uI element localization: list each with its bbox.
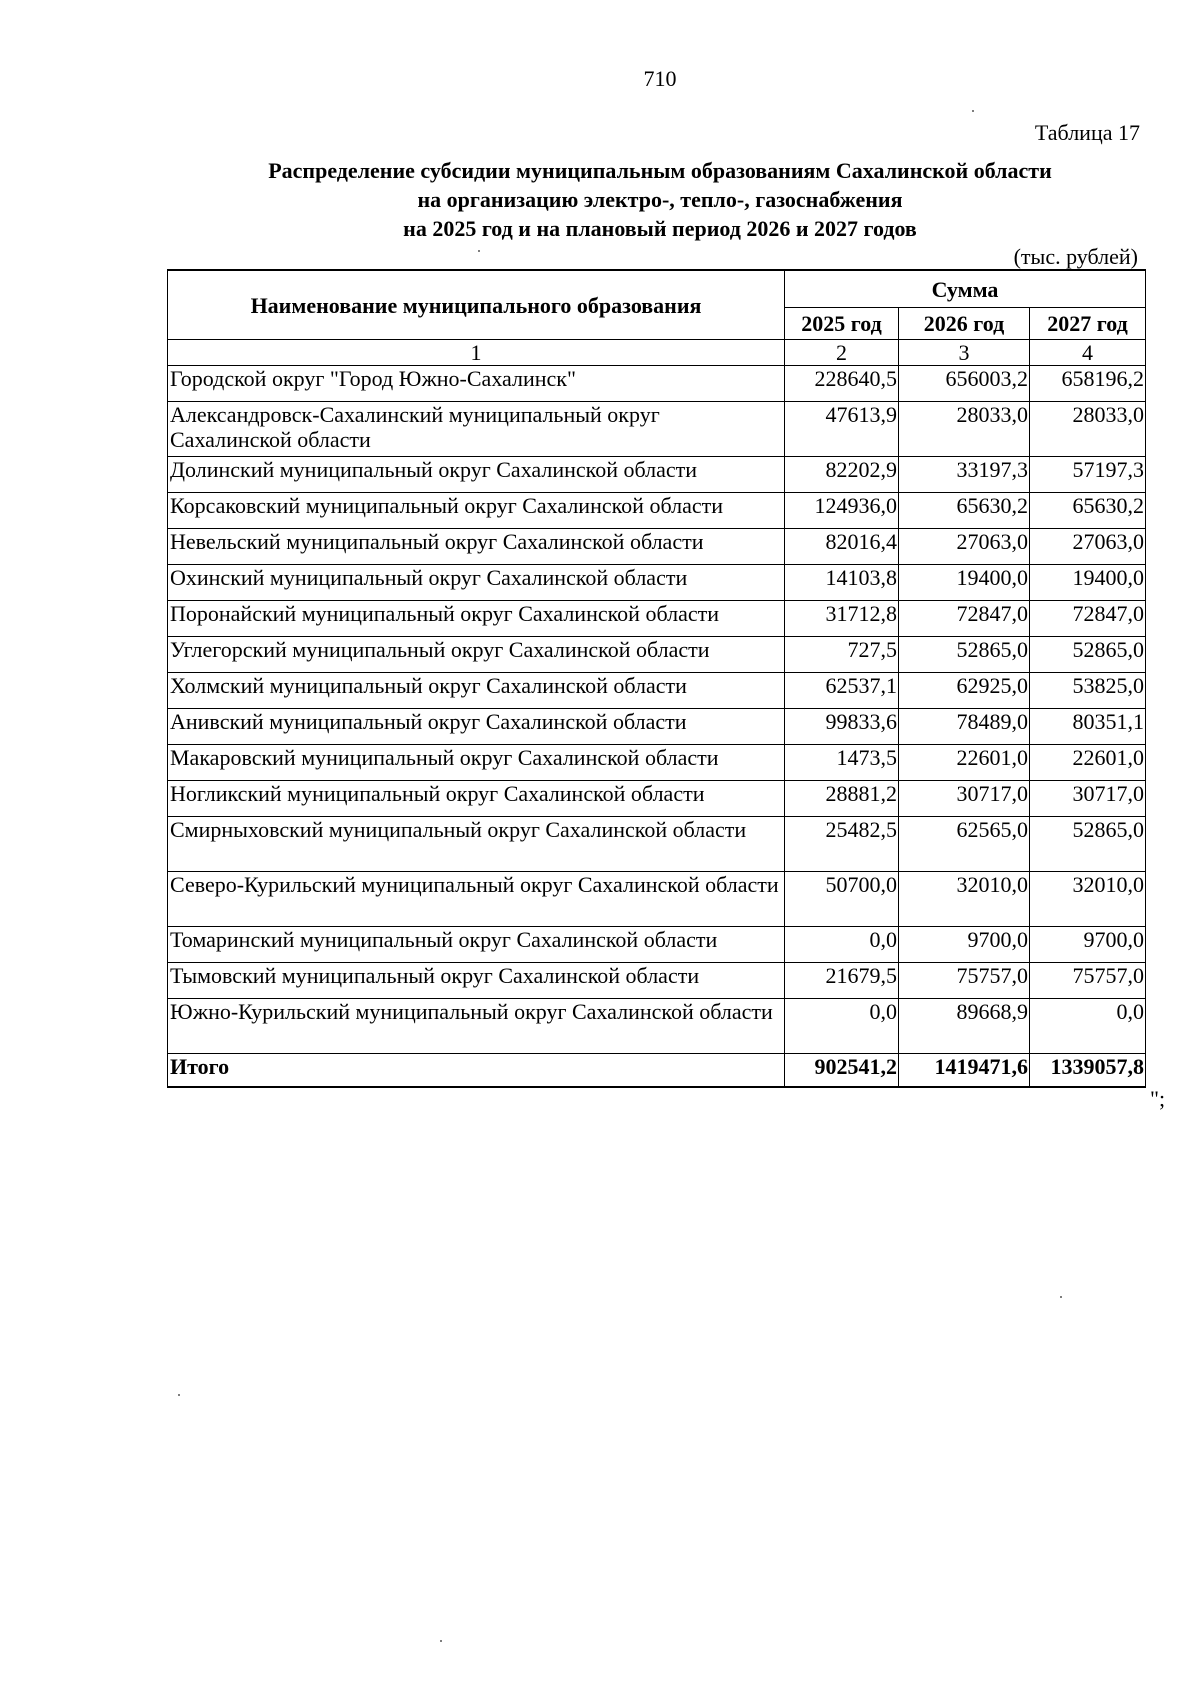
table-row xyxy=(168,637,1146,673)
column-number: 4 xyxy=(1030,340,1146,366)
table-row xyxy=(168,402,1146,457)
table-row xyxy=(168,745,1146,781)
municipality-name: Ногликский муниципальный округ Сахалинской области xyxy=(168,781,785,817)
amount-2026: 27063,0 xyxy=(899,529,1030,565)
amount-2026: 75757,0 xyxy=(899,963,1030,999)
amount-2027: 19400,0 xyxy=(1030,565,1146,601)
amount-2027: 32010,0 xyxy=(1030,872,1146,927)
scan-speck xyxy=(1060,1296,1062,1298)
amount-2027: 57197,3 xyxy=(1030,457,1146,493)
amount-2026: 52865,0 xyxy=(899,637,1030,673)
amount-2027: 80351,1 xyxy=(1030,709,1146,745)
table-label: Таблица 17 xyxy=(1034,120,1140,145)
total-2025: 902541,2 xyxy=(785,1054,899,1088)
amount-2026: 28033,0 xyxy=(899,402,1030,457)
municipality-name: Макаровский муниципальный округ Сахалинской области xyxy=(168,745,785,781)
amount-2026: 89668,9 xyxy=(899,999,1030,1054)
total-row xyxy=(168,1054,1146,1088)
table-row xyxy=(168,999,1146,1054)
amount-2026: 30717,0 xyxy=(899,781,1030,817)
amount-2025: 28881,2 xyxy=(785,781,899,817)
municipality-name: Охинский муниципальный округ Сахалинской области xyxy=(168,565,785,601)
municipality-name: Поронайский муниципальный округ Сахалинской области xyxy=(168,601,785,637)
year-2025-header: 2025 год xyxy=(785,308,899,340)
amount-2026: 72847,0 xyxy=(899,601,1030,637)
amount-2025: 14103,8 xyxy=(785,565,899,601)
amount-2025: 99833,6 xyxy=(785,709,899,745)
column-number: 1 xyxy=(168,340,785,366)
column-number: 2 xyxy=(785,340,899,366)
amount-2026: 33197,3 xyxy=(899,457,1030,493)
amount-2026: 78489,0 xyxy=(899,709,1030,745)
table-row xyxy=(168,601,1146,637)
amount-2025: 21679,5 xyxy=(785,963,899,999)
subsidy-table xyxy=(167,269,1146,1088)
amount-2025: 31712,8 xyxy=(785,601,899,637)
municipality-name: Тымовский муниципальный округ Сахалинской области xyxy=(168,963,785,999)
municipality-name: Городской округ "Город Южно-Сахалинск" xyxy=(168,366,785,402)
table-row xyxy=(168,673,1146,709)
table-row xyxy=(168,457,1146,493)
year-2026-header: 2026 год xyxy=(899,308,1030,340)
name-column-header: Наименование муниципального образования xyxy=(168,270,785,340)
amount-2026: 32010,0 xyxy=(899,872,1030,927)
scan-speck xyxy=(972,110,974,112)
amount-2027: 52865,0 xyxy=(1030,817,1146,872)
title-line-2: на организацию электро-, тепло-, газоснабжения xyxy=(417,187,903,212)
units-label: (тыс. рублей) xyxy=(1013,244,1138,269)
total-2027: 1339057,8 xyxy=(1030,1054,1146,1088)
column-number: 3 xyxy=(899,340,1030,366)
amount-2026: 62565,0 xyxy=(899,817,1030,872)
amount-2027: 28033,0 xyxy=(1030,402,1146,457)
total-label: Итого xyxy=(168,1054,785,1088)
title-line-1: Распределение субсидии муниципальным образованиям Сахалинской области xyxy=(268,158,1052,183)
amount-2025: 124936,0 xyxy=(785,493,899,529)
amount-2026: 19400,0 xyxy=(899,565,1030,601)
amount-2025: 727,5 xyxy=(785,637,899,673)
amount-2027: 30717,0 xyxy=(1030,781,1146,817)
amount-2025: 82202,9 xyxy=(785,457,899,493)
municipality-name: Долинский муниципальный округ Сахалинской области xyxy=(168,457,785,493)
amount-2027: 27063,0 xyxy=(1030,529,1146,565)
title-line-3: на 2025 год и на плановый период 2026 и 2027 годов xyxy=(403,216,917,241)
amount-2027: 75757,0 xyxy=(1030,963,1146,999)
amount-2027: 22601,0 xyxy=(1030,745,1146,781)
amount-2027: 65630,2 xyxy=(1030,493,1146,529)
amount-2025: 50700,0 xyxy=(785,872,899,927)
municipality-name: Холмский муниципальный округ Сахалинской области xyxy=(168,673,785,709)
municipality-name: Александровск-Сахалинский муниципальный округ Сахалинской области xyxy=(168,402,785,457)
amount-2026: 62925,0 xyxy=(899,673,1030,709)
year-2027-header: 2027 год xyxy=(1030,308,1146,340)
amount-2025: 47613,9 xyxy=(785,402,899,457)
amount-2026: 22601,0 xyxy=(899,745,1030,781)
table-row xyxy=(168,872,1146,927)
municipality-name: Южно-Курильский муниципальный округ Сахалинской области xyxy=(168,999,785,1054)
amount-2025: 1473,5 xyxy=(785,745,899,781)
table-row xyxy=(168,927,1146,963)
amount-2025: 0,0 xyxy=(785,999,899,1054)
closing-quote-mark: "; xyxy=(1150,1086,1166,1111)
municipality-name: Томаринский муниципальный округ Сахалинской области xyxy=(168,927,785,963)
scan-speck xyxy=(478,250,480,252)
amount-2027: 658196,2 xyxy=(1030,366,1146,402)
table-row xyxy=(168,709,1146,745)
municipality-name: Углегорский муниципальный округ Сахалинской области xyxy=(168,637,785,673)
document-title xyxy=(0,156,1200,243)
amount-2025: 25482,5 xyxy=(785,817,899,872)
amount-2027: 52865,0 xyxy=(1030,637,1146,673)
amount-2025: 82016,4 xyxy=(785,529,899,565)
municipality-name: Корсаковский муниципальный округ Сахалинской области xyxy=(168,493,785,529)
amount-2025: 228640,5 xyxy=(785,366,899,402)
table-row xyxy=(168,781,1146,817)
amount-2025: 62537,1 xyxy=(785,673,899,709)
table-row xyxy=(168,493,1146,529)
municipality-name: Невельский муниципальный округ Сахалинской области xyxy=(168,529,785,565)
sum-column-header: Сумма xyxy=(785,270,1146,308)
municipality-name: Анивский муниципальный округ Сахалинской области xyxy=(168,709,785,745)
amount-2027: 72847,0 xyxy=(1030,601,1146,637)
table-row xyxy=(168,565,1146,601)
table-row xyxy=(168,529,1146,565)
amount-2027: 9700,0 xyxy=(1030,927,1146,963)
municipality-name: Смирныховский муниципальный округ Сахалинской области xyxy=(168,817,785,872)
amount-2025: 0,0 xyxy=(785,927,899,963)
table-row xyxy=(168,366,1146,402)
municipality-name: Северо-Курильский муниципальный округ Сахалинской области xyxy=(168,872,785,927)
scan-speck xyxy=(178,1394,180,1396)
amount-2026: 65630,2 xyxy=(899,493,1030,529)
table-row xyxy=(168,963,1146,999)
amount-2027: 53825,0 xyxy=(1030,673,1146,709)
amount-2026: 656003,2 xyxy=(899,366,1030,402)
page-number: 710 xyxy=(643,66,677,91)
amount-2026: 9700,0 xyxy=(899,927,1030,963)
amount-2027: 0,0 xyxy=(1030,999,1146,1054)
table-row xyxy=(168,817,1146,872)
scan-speck xyxy=(440,1640,442,1642)
total-2026: 1419471,6 xyxy=(899,1054,1030,1088)
